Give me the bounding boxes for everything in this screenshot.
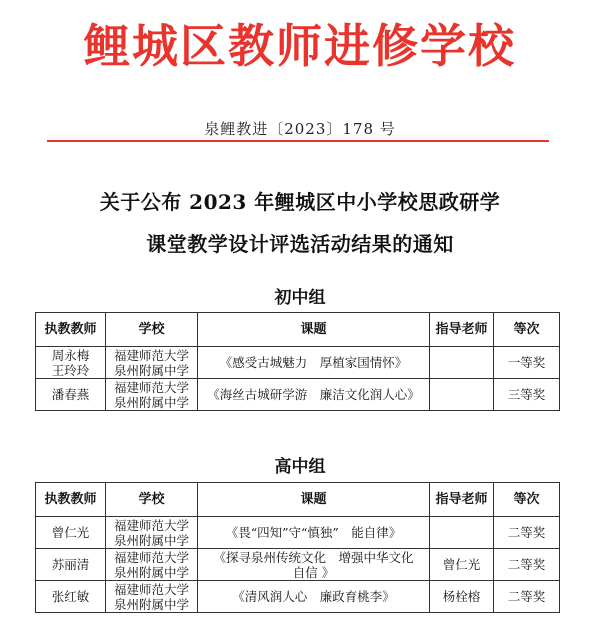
col-header-award: 等次 <box>494 483 560 517</box>
cell-teacher: 曾仁光 <box>36 517 106 549</box>
table-header-row <box>36 313 560 347</box>
col-header-advisor: 指导老师 <box>430 313 494 347</box>
notice-title-line-2: 课堂教学设计评选活动结果的通知 <box>146 232 454 256</box>
cell-teacher: 张红敏 <box>36 581 106 613</box>
cell-topic: 《探寻泉州传统文化 增强中华文化 自信 》 <box>198 549 430 581</box>
results-table-senior <box>35 482 560 613</box>
col-header-topic: 课题 <box>198 313 430 347</box>
table-row <box>36 517 560 549</box>
col-header-teacher: 执教教师 <box>36 313 106 347</box>
cell-advisor <box>430 379 494 411</box>
table-row <box>36 347 560 379</box>
group-title-senior: 高中组 <box>274 457 326 477</box>
cell-award: 三等奖 <box>494 379 560 411</box>
cell-topic: 《感受古城魅力 厚植家国情怀》 <box>198 347 430 379</box>
group-title-junior: 初中组 <box>274 288 326 308</box>
cell-award: 二等奖 <box>494 549 560 581</box>
table-header-row <box>36 483 560 517</box>
col-header-teacher: 执教教师 <box>36 483 106 517</box>
col-header-award: 等次 <box>494 313 560 347</box>
col-header-school: 学校 <box>106 483 198 517</box>
cell-award: 一等奖 <box>494 347 560 379</box>
cell-topic: 《清风润人心 廉政育桃李》 <box>198 581 430 613</box>
cell-teacher: 潘春燕 <box>36 379 106 411</box>
cell-advisor: 曾仁光 <box>430 549 494 581</box>
red-divider-line <box>47 140 549 142</box>
cell-topic: 《畏“四知”守“慎独” 能自律》 <box>198 517 430 549</box>
results-table-junior <box>35 312 560 411</box>
cell-topic: 《海丝古城研学游 廉洁文化润人心》 <box>198 379 430 411</box>
cell-award: 二等奖 <box>494 517 560 549</box>
notice-title-line-1: 关于公布 2023 年鲤城区中小学校思政研学 <box>99 190 501 214</box>
cell-school: 福建师范大学 泉州附属中学 <box>106 517 198 549</box>
col-header-advisor: 指导老师 <box>430 483 494 517</box>
cell-school: 福建师范大学 泉州附属中学 <box>106 549 198 581</box>
col-header-school: 学校 <box>106 313 198 347</box>
document-number: 泉鲤教进〔2023〕178 号 <box>204 120 396 138</box>
table-row <box>36 549 560 581</box>
cell-award: 二等奖 <box>494 581 560 613</box>
table-row <box>36 379 560 411</box>
col-header-topic: 课题 <box>198 483 430 517</box>
table-row <box>36 581 560 613</box>
cell-school: 福建师范大学 泉州附属中学 <box>106 347 198 379</box>
cell-school: 福建师范大学 泉州附属中学 <box>106 379 198 411</box>
cell-teacher: 周永梅 王玲玲 <box>36 347 106 379</box>
letterhead-title: 鲤城区教师进修学校 <box>84 19 516 73</box>
cell-advisor <box>430 347 494 379</box>
cell-school: 福建师范大学 泉州附属中学 <box>106 581 198 613</box>
cell-teacher: 苏丽清 <box>36 549 106 581</box>
cell-advisor <box>430 517 494 549</box>
cell-advisor: 杨栓榕 <box>430 581 494 613</box>
